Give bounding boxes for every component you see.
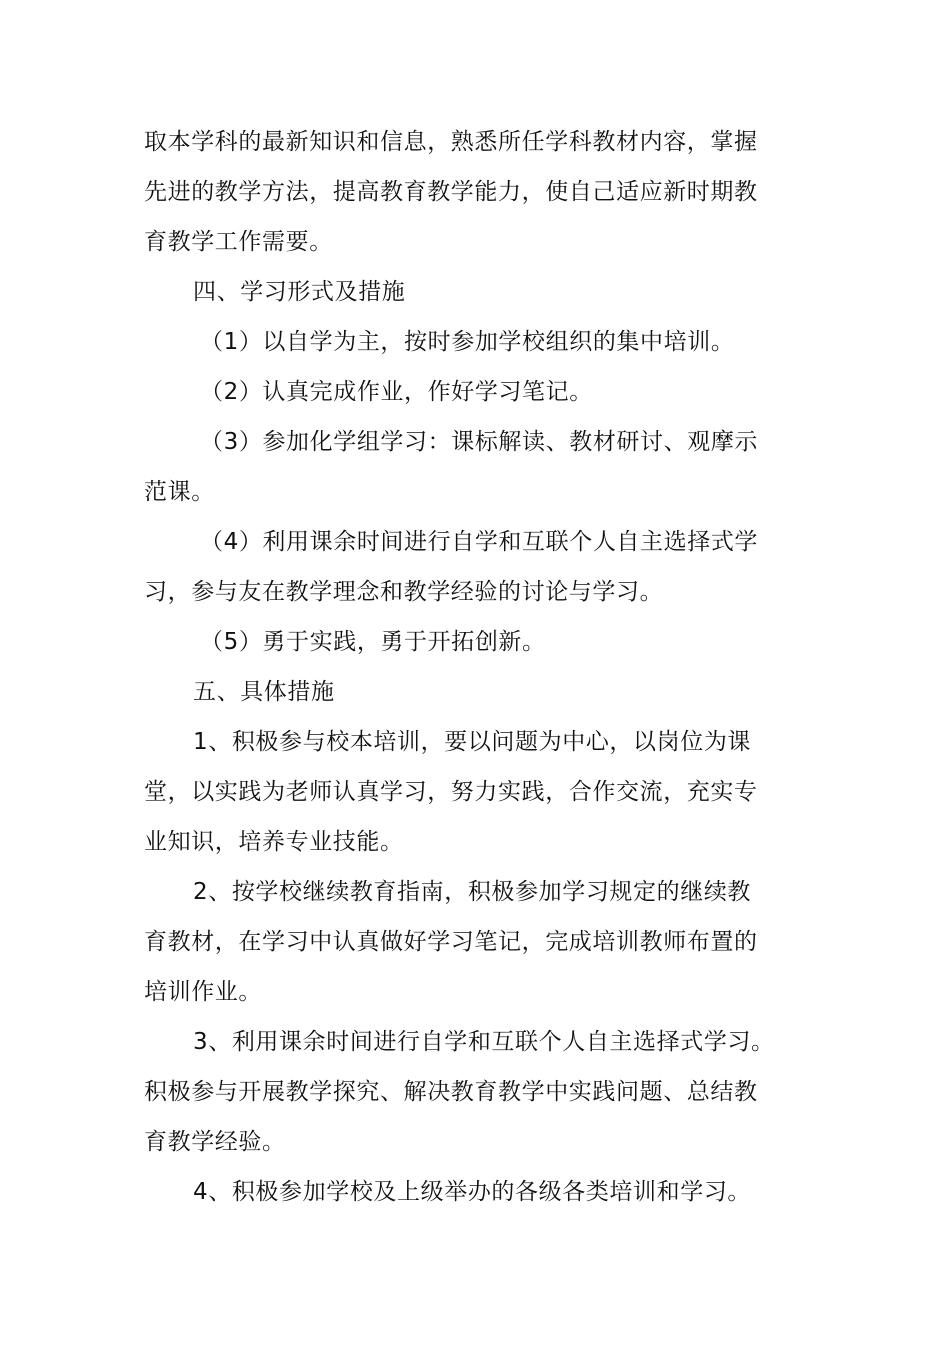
- list-item: 2、按学校继续教育指南，积极参加学习规定的继续教: [193, 879, 752, 905]
- list-item-continuation: 积极参与开展教学探究、解决教育教学中实践问题、总结教: [144, 1079, 758, 1105]
- paragraph-line: 取本学科的最新知识和信息，熟悉所任学科教材内容，掌握: [144, 129, 758, 155]
- list-item: 3、利用课余时间进行自学和互联个人自主选择式学习。: [193, 1029, 775, 1055]
- list-item-continuation: 业知识，培养专业技能。: [144, 829, 404, 855]
- list-item-continuation: 培训作业。: [144, 979, 262, 1005]
- list-item: （2）认真完成作业，作好学习笔记。: [200, 379, 593, 405]
- list-item-continuation: 育教学经验。: [144, 1129, 286, 1155]
- list-item: （4）利用课余时间进行自学和互联个人自主选择式学: [200, 529, 759, 555]
- list-item-continuation: 堂，以实践为老师认真学习，努力实践，合作交流，充实专: [144, 779, 758, 805]
- list-item: （5）勇于实践，勇于开拓创新。: [200, 629, 546, 655]
- list-item: 4、积极参加学校及上级举办的各级各类培训和学习。: [193, 1179, 752, 1205]
- list-item: 1、积极参与校本培训，要以问题为中心，以岗位为课: [193, 729, 752, 755]
- list-item: （1）以自学为主，按时参加学校组织的集中培训。: [200, 329, 735, 355]
- paragraph-line: 先进的教学方法，提高教育教学能力，使自己适应新时期教: [144, 179, 758, 205]
- list-item-continuation: 范课。: [144, 479, 215, 505]
- section-heading: 五、具体措施: [193, 679, 335, 705]
- list-item-continuation: 育教材，在学习中认真做好学习笔记，完成培训教师布置的: [144, 929, 758, 955]
- list-item: （3）参加化学组学习：课标解读、教材研讨、观摩示: [200, 429, 759, 455]
- section-heading: 四、学习形式及措施: [193, 279, 406, 305]
- paragraph-line: 育教学工作需要。: [144, 229, 333, 255]
- list-item-continuation: 习，参与友在教学理念和教学经验的讨论与学习。: [144, 579, 664, 605]
